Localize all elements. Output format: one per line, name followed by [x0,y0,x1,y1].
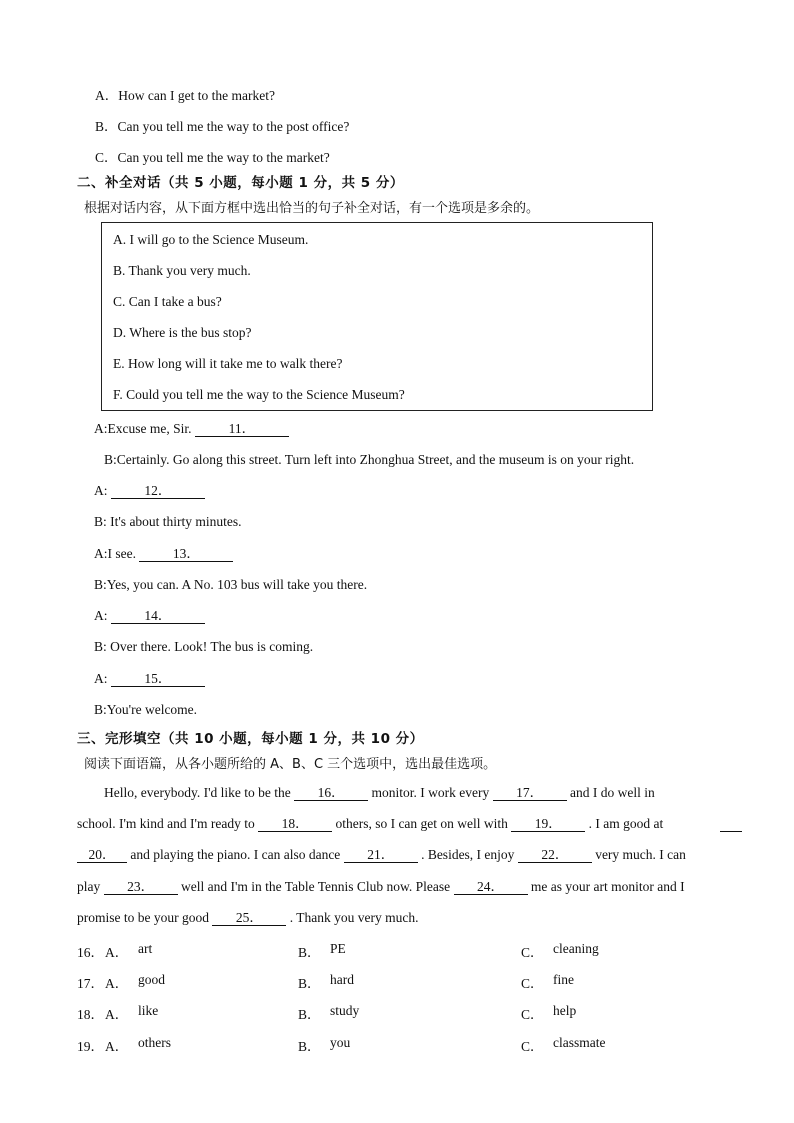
choice-a-label[interactable]: A． [105,1039,129,1054]
choice-a-label[interactable]: A． [105,976,129,991]
passage-text: . Besides, I enjoy [417,847,518,862]
choice-b-label[interactable]: B． [298,1007,321,1022]
passage-text: play [77,879,104,894]
question-number: 19． [77,1039,104,1054]
passage-text: . Thank you very much. [286,910,419,925]
passage-text: school. I'm kind and I'm ready to [77,816,259,831]
dialogue-text: A: [94,483,111,498]
prev-option-b: B．Can you tell me the way to the post office? [95,119,350,134]
section-2-heading: 二、补全对话（共 5 小题，每小题 1 分，共 5 分） [77,175,404,191]
blank-19[interactable]: 19． [511,817,585,832]
choice-c-text[interactable]: classmate [553,1035,606,1050]
box-option-c: C. Can I take a bus? [113,294,222,309]
dialogue-text: A:I see. [94,546,140,561]
passage-text: promise to be your good [77,910,213,925]
blank-15[interactable]: 15． [111,672,205,687]
blank-20-start [720,817,742,832]
choice-a-label[interactable]: A． [105,1007,129,1022]
dialogue-line-10: B:You're welcome. [94,702,198,717]
blank-17[interactable]: 17． [493,786,567,801]
passage-text: and playing the piano. I can also dance [127,847,344,862]
dialogue-line-7 [94,608,205,624]
choice-c-label[interactable]: C． [521,1039,544,1054]
dialogue-line-2: B:Certainly. Go along this street. Turn left into Zhonghua Street, and the museum is on your right. [104,452,635,467]
choice-c-label[interactable]: C． [521,945,544,960]
blank-14[interactable]: 14． [111,609,205,624]
choice-a-label[interactable]: A． [105,945,129,960]
blank-18[interactable]: 18． [258,817,332,832]
dialogue-line-4: B: It's about thirty minutes. [94,514,242,529]
choice-b-text[interactable]: you [330,1035,351,1050]
passage-text: well and I'm in the Table Tennis Club now. Please [177,879,454,894]
blank-25[interactable]: 25． [212,911,286,926]
blank-23[interactable]: 23． [104,880,178,895]
dialogue-line-1 [94,421,289,437]
passage-text: very much. I can [591,847,686,862]
dialogue-line-3 [94,483,205,499]
passage-line-4 [77,879,685,895]
blank-12[interactable]: 12． [111,484,205,499]
choice-b-text[interactable]: study [330,1003,360,1018]
passage-text: me as your art monitor and I [527,879,685,894]
choice-b-label[interactable]: B． [298,976,321,991]
box-option-b: B. Thank you very much. [113,263,251,278]
question-number: 16． [77,945,104,960]
blank-13[interactable]: 13． [139,547,233,562]
options-box [101,222,653,411]
box-option-d: D. Where is the bus stop? [113,325,252,340]
passage-text: . I am good at [585,816,664,831]
passage-text: and I do well in [566,785,655,800]
box-option-e: E. How long will it take me to walk there? [113,356,343,371]
choice-a-text[interactable]: good [138,972,165,987]
blank-22[interactable]: 22． [518,848,592,863]
passage-line-3 [77,847,686,863]
question-number: 18． [77,1007,104,1022]
dialogue-line-5 [94,546,233,562]
blank-24[interactable]: 24． [454,880,528,895]
choice-c-text[interactable]: fine [553,972,574,987]
passage-text: others, so I can get on well with [332,816,512,831]
blank-21[interactable]: 21． [344,848,418,863]
dialogue-text: A: [94,608,111,623]
choice-c-text[interactable]: cleaning [553,941,599,956]
dialogue-line-6: B:Yes, you can. A No. 103 bus will take you there. [94,577,368,592]
choice-b-label[interactable]: B． [298,945,321,960]
passage-line-5 [77,910,418,926]
passage-line-1 [104,785,655,801]
prev-option-c: C．Can you tell me the way to the market? [95,150,330,165]
blank-16[interactable]: 16． [294,786,368,801]
choice-a-text[interactable]: like [138,1003,159,1018]
dialogue-text: A: [94,671,111,686]
dialogue-line-8: B: Over there. Look! The bus is coming. [94,639,314,654]
section-3-heading: 三、完形填空（共 10 小题，每小题 1 分，共 10 分） [77,731,424,747]
blank-11[interactable]: 11． [195,422,289,437]
choice-c-text[interactable]: help [553,1003,577,1018]
section-2-instruction: 根据对话内容，从下面方框中选出恰当的句子补全对话，有一个选项是多余的。 [84,201,540,216]
choice-b-label[interactable]: B． [298,1039,321,1054]
box-option-a: A. I will go to the Science Museum. [113,232,309,247]
passage-text: monitor. I work every [368,785,493,800]
passage-text: Hello, everybody. I'd like to be the [104,785,295,800]
dialogue-line-9 [94,671,205,687]
passage-line-2 [77,816,663,832]
choice-b-text[interactable]: PE [330,941,346,956]
choice-a-text[interactable]: art [138,941,153,956]
question-number: 17． [77,976,104,991]
prev-option-a: A．How can I get to the market? [95,88,275,103]
dialogue-text: A:Excuse me, Sir. [94,421,195,436]
box-option-f: F. Could you tell me the way to the Science Museum? [113,387,405,402]
section-3-instruction: 阅读下面语篇，从各小题所给的 A、B、C 三个选项中，选出最佳选项。 [84,757,497,772]
blank-20-start-line [720,816,742,832]
choice-a-text[interactable]: others [138,1035,171,1050]
choice-c-label[interactable]: C． [521,976,544,991]
choice-b-text[interactable]: hard [330,972,354,987]
choice-c-label[interactable]: C． [521,1007,544,1022]
blank-20[interactable]: 20． [77,848,127,863]
